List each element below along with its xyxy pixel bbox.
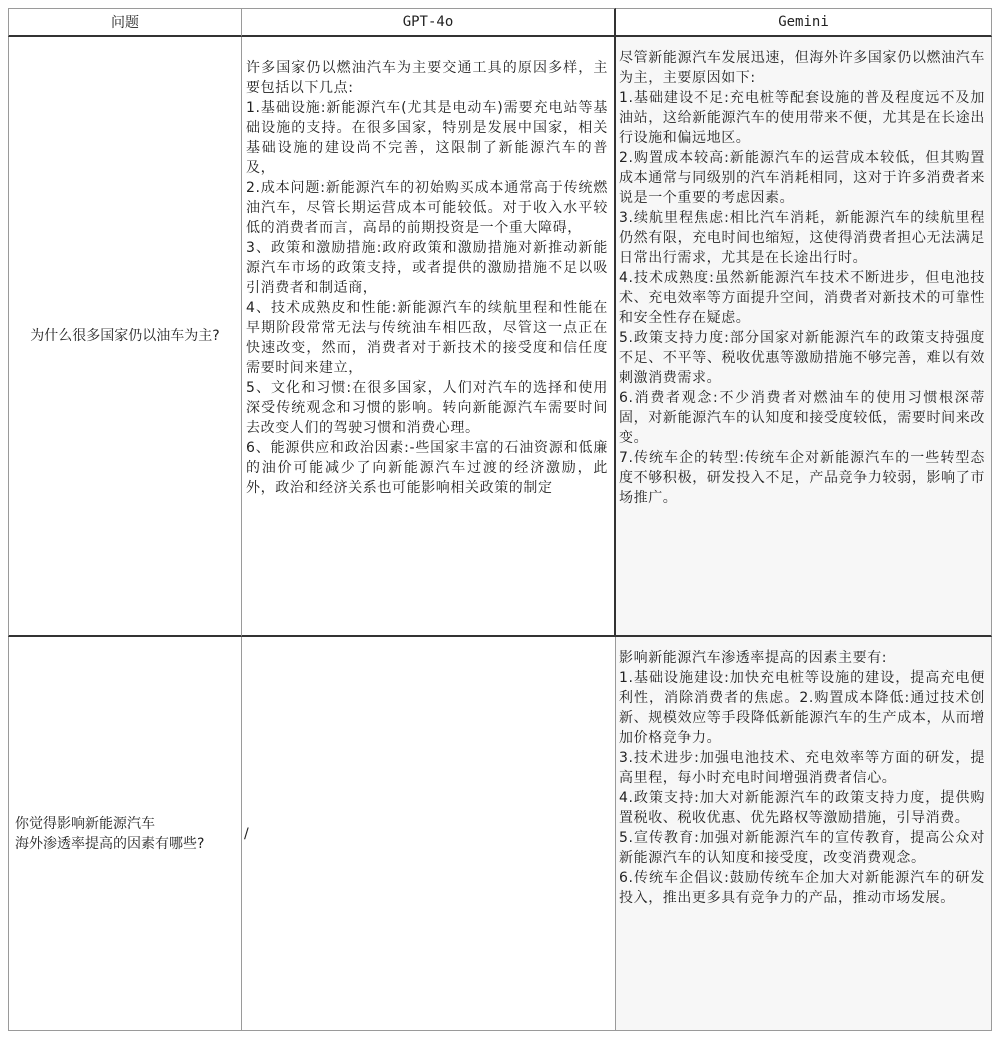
row1-gpt-para: 1.基础设施:新能源汽车(尤其是电动车)需要充电站等基础设施的支持。在很多国家，特别是发展中国家，相关基础设施的建设尚不完善，这限制了新能源汽车的普及，	[246, 100, 608, 176]
row1-gpt-para: 2.成本问题:新能源汽车的初始购买成本通常高于传统燃油汽车，尽管长期运营成本可能较低。对于收入水平较低的消费者而言，高昂的前期投资是一个重大障碍，	[246, 180, 608, 236]
row2-gpt-value: /	[244, 825, 249, 842]
row2-gemini-para: 6.传统车企倡议:鼓励传统车企加大对新能源汽车的研发投入，推出更多具有竞争力的产品，推动市场发展。	[619, 870, 985, 906]
row2-question-line: 海外渗透率提高的因素有哪些?	[15, 835, 205, 852]
header-gpt: GPT-4o	[242, 8, 616, 37]
row1-gemini-para: 7.传统车企的转型:传统车企对新能源汽车的一些转型态度不够积极，研发投入不足，产品竞争力较弱，影响了市场推广。	[619, 450, 985, 506]
row1-gemini-para: 1.基础建设不足:充电桩等配套设施的普及程度远不及加油站，这给新能源汽车的使用带来不便，尤其是在长途出行设施和偏远地区。	[619, 90, 985, 146]
row1-gemini-answer	[616, 37, 992, 637]
row1-gemini-para: 4.技术成熟度:虽然新能源汽车技术不断进步，但电池技术、充电效率等方面提升空间，消费者对新技术的可靠性和安全性存在疑虑。	[619, 270, 985, 326]
row1-question	[8, 37, 242, 637]
row1-gemini-para: 5.政策支持力度:部分国家对新能源汽车的政策支持强度不足、不平等、税收优惠等激励措施不够完善，难以有效刺激消费需求。	[619, 330, 985, 386]
row1-gemini-para: 3.续航里程焦虑:相比汽车消耗，新能源汽车的续航里程仍然有限，充电时间也缩短，这使得消费者担心无法满足日常出行需求，尤其是在长途出行时。	[619, 210, 985, 266]
row1-gemini-para: 6.消费者观念:不少消费者对燃油车的使用习惯根深蒂固，对新能源汽车的认知度和接受度较低，需要时间来改变。	[619, 390, 985, 446]
row2-gemini-para: 3.技术进步:加强电池技术、充电效率等方面的研发，提高里程，每小时充电时间增强消费者信心。	[619, 750, 985, 786]
row1-gemini-para: 尽管新能源汽车发展迅速，但海外许多国家仍以燃油汽车为主，主要原因如下:	[619, 50, 985, 86]
row2-question-line: 你觉得影响新能源汽车	[15, 815, 155, 832]
row1-gpt-para: 6、能源供应和政治因素:-些国家丰富的石油资源和低廉的油价可能减少了向新能源汽车过渡的经济激励，此外，政治和经济关系也可能影响相关政策的制定	[246, 440, 608, 496]
row1-gpt-para: 4、技术成熟皮和性能:新能源汽车的续航里程和性能在早期阶段常常无法与传统油车相匹敌，尽管这一点正在快速改变，然而，消费者对于新技术的接受度和信任度需要时间来建立，	[246, 300, 608, 376]
row1-gpt-para: 许多国家仍以燃油汽车为主要交通工具的原因多样，主要包括以下几点:	[246, 60, 608, 96]
row1-gpt-para: 5、文化和习惯:在很多国家，人们对汽车的选择和使用深受传统观念和习惯的影响。转向新能源汽车需要时间去改变人们的驾驶习惯和消费心理。	[246, 380, 608, 436]
row2-gemini-para: 4.政策支持:加大对新能源汽车的政策支持力度，提供购置税收、税收优惠、优先路权等激励措施，引导消费。	[619, 790, 985, 826]
row2-gemini-para: 1.基础设施建设:加快充电桩等设施的建设，提高充电便利性，消除消费者的焦虑。2.购置成本降低:通过技术创新、规模效应等手段降低新能源汽车的生产成本，从而增加价格竞争力。	[619, 670, 985, 746]
header-question: 问题	[8, 8, 242, 37]
row1-question-text: 为什么很多国家仍以油车为主?	[30, 328, 220, 344]
row2-gemini-para: 5.宣传教育:加强对新能源汽车的宣传教育，提高公众对新能源汽车的认知度和接受度，改变消费观念。	[619, 830, 985, 866]
row1-gpt-para: 3、政策和激励措施:政府政策和激励措施对新推动新能源汽车市场的政策支持，或者提供的激励措施不足以吸引消费者和制适商，	[246, 240, 608, 296]
comparison-table	[8, 8, 992, 1031]
row1-gemini-para: 2.购置成本较高:新能源汽车的运营成本较低，但其购置成本通常与同级别的汽车消耗相同，这对于许多消费者来说是一个重要的考虑因素。	[619, 150, 985, 206]
row2-gemini-answer	[616, 637, 992, 1031]
row1-gpt-answer	[242, 37, 616, 637]
row2-gemini-para: 影响新能源汽车渗透率提高的因素主要有:	[619, 650, 888, 666]
row2-gpt-answer	[242, 637, 616, 1031]
header-gemini: Gemini	[616, 8, 992, 37]
row2-question	[8, 637, 242, 1031]
